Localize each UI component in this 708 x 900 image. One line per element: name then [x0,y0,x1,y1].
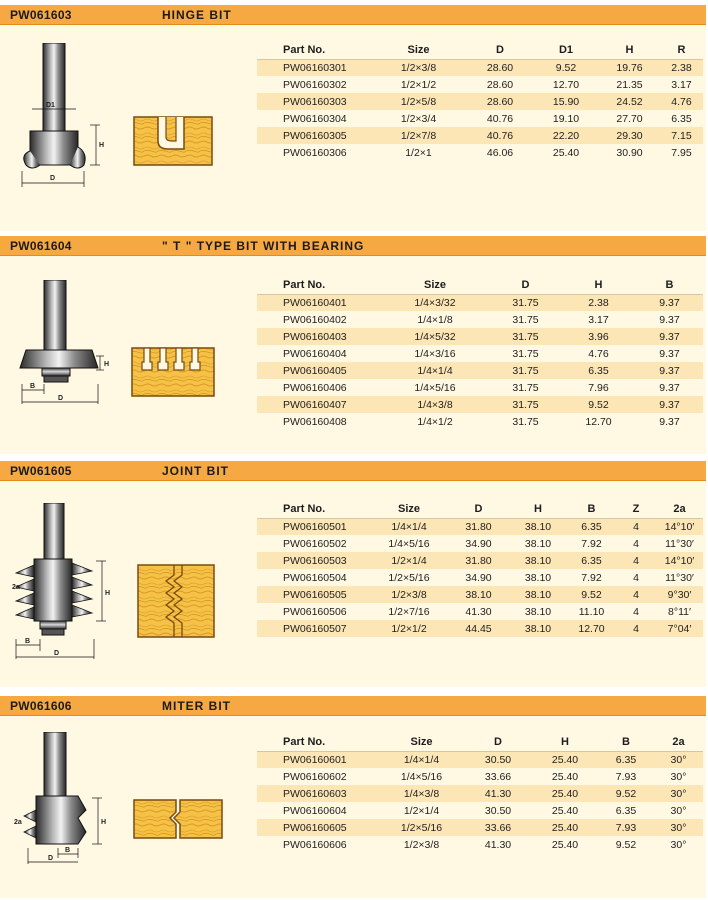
table-cell: 1/2×7/16 [370,603,448,620]
table-cell: 1/4×5/32 [380,328,490,345]
table-cell: 38.10 [509,603,567,620]
table-row [257,413,703,430]
table-cell: 1/2×1/4 [370,552,448,569]
column-header: R [660,42,703,59]
table-row [257,93,703,110]
table-cell: 38.10 [509,569,567,586]
column-header: Size [370,501,448,518]
table-cell: 25.40 [532,785,598,802]
table-row [257,396,703,413]
dim-label: D [58,395,64,402]
column-header: H [509,501,567,518]
table-cell: 25.40 [532,819,598,836]
spec-table [257,42,703,161]
table-cell: 4 [616,603,656,620]
product-code: PW061603 [10,8,72,22]
table-cell: 4 [616,518,656,535]
column-header: Part No. [257,42,370,59]
table-cell: PW06160506 [257,603,370,620]
table-cell: 38.10 [509,552,567,569]
table-cell: 9.52 [598,785,654,802]
table-cell: 33.66 [464,819,532,836]
dim-label: D1 [46,102,55,109]
table-cell: 9.37 [636,362,703,379]
table-cell: 9.52 [561,396,636,413]
table-header-row [257,42,703,59]
table-cell: 30.50 [464,751,532,768]
column-header: Size [370,42,467,59]
table-cell: PW06160403 [257,328,380,345]
table-header-row [257,277,703,294]
table-cell: 19.76 [599,59,660,76]
table-cell: 15.90 [533,93,599,110]
section-hinge-bit [0,5,706,231]
table-cell: PW06160606 [257,836,379,853]
table-cell: 4 [616,620,656,637]
table-row [257,836,703,853]
table-cell: 6.35 [567,552,616,569]
table-cell: 4 [616,586,656,603]
product-code: PW061605 [10,464,72,478]
table-row [257,76,703,93]
table-row [257,127,703,144]
table-row [257,785,703,802]
table-cell: 9.37 [636,396,703,413]
table-cell: 31.80 [448,552,509,569]
table-row [257,768,703,785]
table-cell: 9.37 [636,311,703,328]
table-cell: 31.75 [490,413,561,430]
table-cell: PW06160405 [257,362,380,379]
table-cell: 30° [654,768,703,785]
table-cell: 4.76 [660,93,703,110]
table-cell: 30° [654,802,703,819]
dim-label: D [50,175,56,182]
joint-bit-drawing [10,503,118,663]
table-cell: PW06160604 [257,802,379,819]
table-cell: 33.66 [464,768,532,785]
column-header: D [490,277,561,294]
table-cell: 9.52 [533,59,599,76]
spec-table [257,277,703,430]
table-cell: PW06160402 [257,311,380,328]
table-cell: 31.75 [490,362,561,379]
table-cell: 34.90 [448,535,509,552]
spec-table [257,501,703,637]
table-cell: 6.35 [598,802,654,819]
table-cell: 1/4×3/32 [380,294,490,311]
table-row [257,552,703,569]
table-cell: PW06160404 [257,345,380,362]
table-cell: 4.76 [561,345,636,362]
table-cell: 11.10 [567,603,616,620]
product-name: HINGE BIT [162,8,232,22]
column-header: Size [379,734,464,751]
column-header: D1 [533,42,599,59]
dim-label: B [25,638,31,645]
table-cell: 40.76 [467,110,533,127]
table-cell: 31.75 [490,345,561,362]
table-row [257,751,703,768]
table-cell: 40.76 [467,127,533,144]
table-cell: 19.10 [533,110,599,127]
table-cell: 38.10 [509,620,567,637]
table-header-row [257,501,703,518]
section-joint-bit [0,461,706,687]
table-cell: 7°04′ [656,620,703,637]
table-cell: PW06160504 [257,569,370,586]
product-code: PW061606 [10,699,72,713]
section-header [0,5,706,25]
table-cell: 31.75 [490,379,561,396]
table-cell: PW06160401 [257,294,380,311]
table-cell: 1/2×3/8 [370,59,467,76]
table-cell: 1/4×3/8 [380,396,490,413]
table-cell: 7.96 [561,379,636,396]
table-cell: 46.06 [467,144,533,161]
table-cell: 1/4×1/4 [370,518,448,535]
column-header: Part No. [257,734,379,751]
table-cell: 7.93 [598,768,654,785]
table-row [257,586,703,603]
table-cell: PW06160407 [257,396,380,413]
table-cell: 1/4×5/16 [380,379,490,396]
table-cell: 25.40 [532,836,598,853]
miter-wood-sample [132,794,224,844]
hinge-bit-drawing [18,43,118,193]
table-cell: 38.10 [448,586,509,603]
table-row [257,535,703,552]
table-cell: 25.40 [532,768,598,785]
table-cell: 41.30 [464,836,532,853]
table-cell: 1/4×1/4 [379,751,464,768]
table-cell: 6.35 [567,518,616,535]
column-header: H [599,42,660,59]
column-header: Part No. [257,277,380,294]
table-cell: 31.80 [448,518,509,535]
table-cell: 1/4×1/2 [380,413,490,430]
table-cell: 22.20 [533,127,599,144]
table-cell: 1/2×5/16 [370,569,448,586]
table-cell: PW06160406 [257,379,380,396]
table-cell: 1/2×1/2 [370,76,467,93]
table-cell: 6.35 [561,362,636,379]
table-cell: 6.35 [660,110,703,127]
dim-label: 2a [14,819,22,826]
table-cell: 30° [654,819,703,836]
table-cell: 38.10 [509,518,567,535]
table-cell: 28.60 [467,93,533,110]
table-cell: 2.38 [561,294,636,311]
table-cell: PW06160304 [257,110,370,127]
column-header: Part No. [257,501,370,518]
table-cell: 29.30 [599,127,660,144]
table-cell: 3.17 [660,76,703,93]
table-cell: 9.37 [636,328,703,345]
dim-label: H [99,142,105,149]
table-cell: PW06160502 [257,535,370,552]
table-cell: 1/4×5/16 [379,768,464,785]
dim-label: B [65,847,71,854]
table-cell: 1/2×1/2 [370,620,448,637]
table-cell: 3.96 [561,328,636,345]
column-header: H [532,734,598,751]
table-cell: 21.35 [599,76,660,93]
table-row [257,620,703,637]
table-cell: PW06160305 [257,127,370,144]
table-cell: 25.40 [532,802,598,819]
table-cell: 28.60 [467,59,533,76]
column-header: D [467,42,533,59]
table-cell: 12.70 [533,76,599,93]
dim-label: H [104,361,110,368]
table-row [257,59,703,76]
product-name: MITER BIT [162,699,231,713]
column-header: 2a [656,501,703,518]
spec-table [257,734,703,853]
column-header: D [464,734,532,751]
column-header: B [598,734,654,751]
table-cell: 7.95 [660,144,703,161]
dim-label: B [30,383,36,390]
table-row [257,362,703,379]
table-cell: 14°10′ [656,552,703,569]
column-header: H [561,277,636,294]
table-cell: 7.15 [660,127,703,144]
section-t-type-bit [0,236,706,454]
column-header: B [567,501,616,518]
table-cell: 1/2×1 [370,144,467,161]
table-cell: PW06160602 [257,768,379,785]
t-type-bit-drawing [18,280,118,410]
table-cell: 1/2×1/4 [379,802,464,819]
table-row [257,603,703,620]
table-cell: PW06160501 [257,518,370,535]
section-miter-bit [0,696,706,898]
table-cell: 1/4×1/4 [380,362,490,379]
table-cell: 1/4×1/8 [380,311,490,328]
dim-label: D [48,855,54,862]
table-cell: 1/2×3/8 [379,836,464,853]
table-cell: 4 [616,569,656,586]
column-header: Size [380,277,490,294]
table-cell: 1/2×7/8 [370,127,467,144]
dim-label: 2a [12,584,20,591]
table-cell: 8°11′ [656,603,703,620]
table-cell: 6.35 [598,751,654,768]
table-cell: 30° [654,751,703,768]
table-cell: 9.37 [636,413,703,430]
table-cell: 31.75 [490,328,561,345]
table-cell: 11°30′ [656,535,703,552]
table-cell: 9.52 [598,836,654,853]
table-cell: 30.90 [599,144,660,161]
table-cell: 3.17 [561,311,636,328]
table-cell: 1/2×5/16 [379,819,464,836]
section-header [0,236,706,256]
table-cell: 1/2×3/4 [370,110,467,127]
table-cell: PW06160408 [257,413,380,430]
table-cell: 38.10 [509,586,567,603]
section-header [0,696,706,716]
table-cell: PW06160303 [257,93,370,110]
table-cell: 41.30 [448,603,509,620]
table-cell: 12.70 [567,620,616,637]
table-header-row [257,734,703,751]
table-cell: 27.70 [599,110,660,127]
table-cell: 4 [616,535,656,552]
table-cell: PW06160302 [257,76,370,93]
table-cell: PW06160503 [257,552,370,569]
table-cell: 30.50 [464,802,532,819]
joint-wood-sample [134,561,218,641]
table-cell: PW06160601 [257,751,379,768]
table-row [257,311,703,328]
dim-label: H [105,590,111,597]
table-cell: 7.92 [567,569,616,586]
t-type-wood-sample [130,340,216,398]
table-cell: 38.10 [509,535,567,552]
section-header [0,461,706,481]
table-cell: 9.37 [636,379,703,396]
table-row [257,144,703,161]
table-cell: 28.60 [467,76,533,93]
table-row [257,110,703,127]
table-cell: PW06160505 [257,586,370,603]
dim-label: D [54,650,60,657]
table-cell: 31.75 [490,294,561,311]
table-cell: PW06160605 [257,819,379,836]
product-name: JOINT BIT [162,464,230,478]
miter-bit-drawing [14,732,118,868]
table-row [257,345,703,362]
product-name: " T " TYPE BIT WITH BEARING [162,239,365,253]
table-cell: 30° [654,836,703,853]
hinge-wood-sample [130,111,214,171]
table-cell: 9.52 [567,586,616,603]
table-cell: 1/4×3/8 [379,785,464,802]
table-cell: PW06160507 [257,620,370,637]
table-cell: 41.30 [464,785,532,802]
table-cell: 11°30′ [656,569,703,586]
table-cell: 44.45 [448,620,509,637]
table-cell: 31.75 [490,311,561,328]
table-cell: 1/2×5/8 [370,93,467,110]
table-cell: 31.75 [490,396,561,413]
table-row [257,294,703,311]
table-cell: 1/2×3/8 [370,586,448,603]
table-cell: 7.92 [567,535,616,552]
column-header: B [636,277,703,294]
table-cell: 30° [654,785,703,802]
table-cell: 34.90 [448,569,509,586]
table-cell: 24.52 [599,93,660,110]
column-header: D [448,501,509,518]
table-cell: 1/4×3/16 [380,345,490,362]
table-row [257,569,703,586]
table-cell: PW06160603 [257,785,379,802]
dim-label: H [101,819,107,826]
table-cell: PW06160301 [257,59,370,76]
table-cell: 12.70 [561,413,636,430]
table-cell: 9.37 [636,294,703,311]
table-cell: 9.37 [636,345,703,362]
table-row [257,819,703,836]
table-cell: 7.93 [598,819,654,836]
table-row [257,518,703,535]
column-header: 2a [654,734,703,751]
table-cell: 2.38 [660,59,703,76]
table-row [257,802,703,819]
table-cell: 4 [616,552,656,569]
table-row [257,379,703,396]
table-row [257,328,703,345]
table-cell: 25.40 [533,144,599,161]
table-cell: 14°10′ [656,518,703,535]
table-cell: PW06160306 [257,144,370,161]
table-cell: 9°30′ [656,586,703,603]
table-cell: 25.40 [532,751,598,768]
table-cell: 1/4×5/16 [370,535,448,552]
product-code: PW061604 [10,239,72,253]
column-header: Z [616,501,656,518]
